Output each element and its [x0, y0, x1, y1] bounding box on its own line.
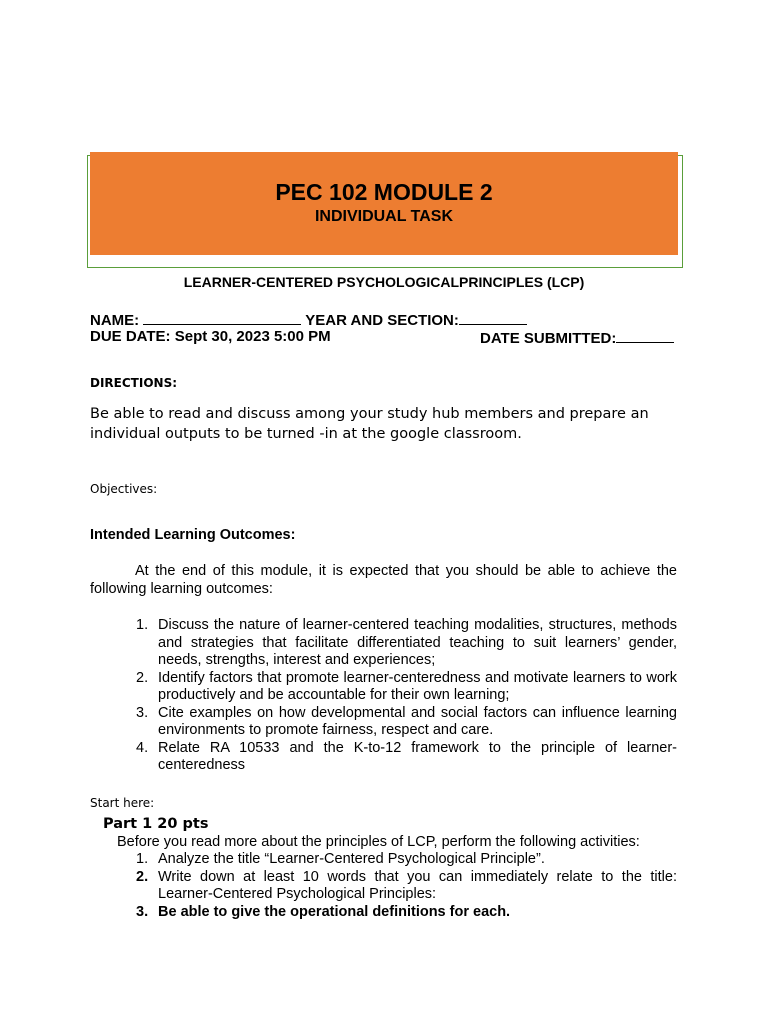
ilo-heading: Intended Learning Outcomes:: [90, 527, 296, 543]
date-submitted-field: [480, 328, 674, 347]
document-title: LEARNER-CENTERED PSYCHOLOGICALPRINCIPLES (LCP): [183, 274, 585, 290]
module-banner: [90, 152, 678, 255]
part1-activities-list: [136, 851, 677, 921]
date-submitted-label: DATE SUBMITTED:: [480, 330, 617, 347]
directions-text: Be able to read and discuss among your study hub members and prepare an individual outputs to be turned -in at the google classroom.: [90, 406, 649, 442]
list-item: 3. Be able to give the operational definitions for each.: [136, 903, 511, 920]
start-here-label: Start here:: [90, 796, 155, 810]
ilo-intro: At the end of this module, it is expected that you should be able to achieve the following learning outcomes:: [90, 563, 677, 597]
due-date: DUE DATE: Sept 30, 2023 5:00 PM: [90, 328, 331, 345]
objectives-label: Objectives:: [90, 482, 158, 496]
module-subtitle: INDIVIDUAL TASK: [314, 208, 454, 225]
list-item: 3. Cite examples on how developmental and social factors can influence learning environments to promote fairness, respect and care.: [136, 704, 677, 738]
list-item: 2. Write down at least 10 words that you can immediately relate to the title: Learner-Centered Psychological Principles:: [136, 868, 677, 902]
list-item: 4. Relate RA 10533 and the K-to-12 framework to the principle of learner-centeredness: [136, 739, 677, 773]
name-blank: [143, 310, 301, 325]
part1-intro: Before you read more about the principles of LCP, perform the following activities:: [117, 834, 640, 850]
name-label: NAME:: [90, 312, 140, 329]
part1-heading: Part 1 20 pts: [103, 816, 209, 832]
list-item: 1. Analyze the title “Learner-Centered Psychological Principle”.: [136, 851, 545, 867]
learning-outcomes-list: [136, 617, 677, 775]
module-title: PEC 102 MODULE 2: [275, 179, 493, 205]
date-submitted-blank: [616, 328, 674, 343]
year-section-blank: [459, 310, 527, 325]
list-item: 2. Identify factors that promote learner-centeredness and motivate learners to work productively and be accountable for their own learning;: [136, 669, 677, 703]
list-item: 1. Discuss the nature of learner-centered teaching modalities, structures, methods and strategies that facilitate differentiated teaching to suit learners’ gender, needs, strengths, interest and experiences;: [136, 617, 677, 668]
name-field: [90, 310, 527, 329]
directions-heading: DIRECTIONS:: [90, 376, 178, 390]
year-section-label: YEAR AND SECTION:: [305, 312, 459, 329]
